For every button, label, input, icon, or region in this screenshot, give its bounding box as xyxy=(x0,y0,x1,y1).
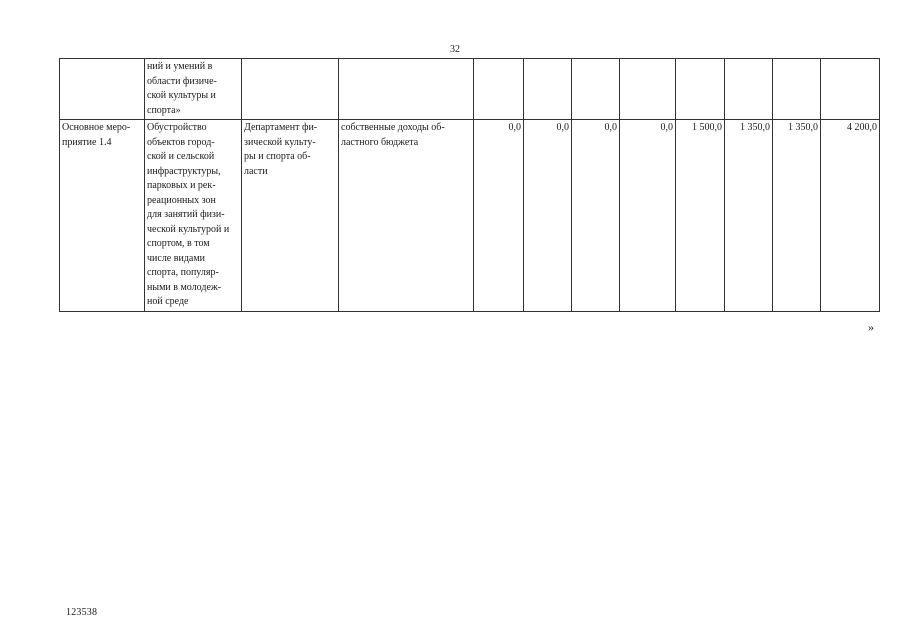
value-cell xyxy=(620,59,676,120)
funding-source-cell xyxy=(339,59,474,120)
measure-name-cell: Основное меро- приятие 1.4 xyxy=(60,120,145,312)
document-code: 123538 xyxy=(66,607,98,618)
value-cell: 0,0 xyxy=(524,120,572,312)
table-row xyxy=(60,59,880,120)
total-value-cell xyxy=(821,59,880,120)
value-cell: 1 350,0 xyxy=(773,120,821,312)
value-cell xyxy=(773,59,821,120)
value-cell: 1 500,0 xyxy=(676,120,725,312)
executor-cell: Департамент фи- зической культу- ры и спорта об- ласти xyxy=(242,120,339,312)
total-value-cell: 4 200,0 xyxy=(821,120,880,312)
value-cell xyxy=(572,59,620,120)
value-cell xyxy=(725,59,773,120)
funding-source-cell: собственные доходы об- ластного бюджета xyxy=(339,120,474,312)
value-cell xyxy=(474,59,524,120)
measure-description-cell: ний и умений в области физиче- ской культуры и спорта» xyxy=(145,59,242,120)
measure-description-cell: Обустройство объектов город- ской и сельской инфраструктуры, парковых и рек- реационных зон для занятий физи- ческой культурой и спортом, в том числе видами спорта, популяр- ными в молодеж- ной среде xyxy=(145,120,242,312)
budget-table xyxy=(59,58,880,312)
value-cell xyxy=(524,59,572,120)
value-cell: 0,0 xyxy=(474,120,524,312)
executor-cell xyxy=(242,59,339,120)
measure-name-cell xyxy=(60,59,145,120)
value-cell xyxy=(676,59,725,120)
value-cell: 1 350,0 xyxy=(725,120,773,312)
value-cell: 0,0 xyxy=(620,120,676,312)
table-row xyxy=(60,120,880,312)
value-cell: 0,0 xyxy=(572,120,620,312)
closing-quote: » xyxy=(868,320,874,334)
page-number: 32 xyxy=(450,44,460,55)
